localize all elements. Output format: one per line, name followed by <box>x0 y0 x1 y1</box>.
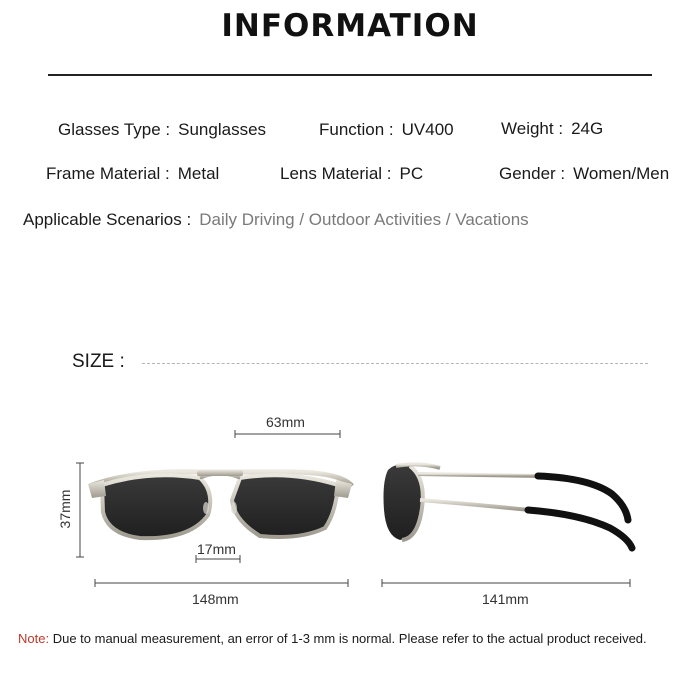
spec-label: Applicable Scenarios : <box>23 210 192 229</box>
lens-width-label: 63mm <box>266 414 305 430</box>
bridge-width-label: 17mm <box>197 541 236 557</box>
lens-width-dimension-line <box>235 430 340 438</box>
spec-label: Frame Material : <box>46 164 170 183</box>
sunglasses-front-view <box>88 470 352 538</box>
lens-height-label: 37mm <box>57 489 73 529</box>
spec-value: 24G <box>571 119 604 138</box>
sunglasses-side-view <box>384 464 633 548</box>
spec-value: PC <box>399 164 424 183</box>
lens-height-dimension-line <box>76 463 84 557</box>
spec-value: Metal <box>177 164 220 183</box>
page-title: INFORMATION <box>221 8 479 44</box>
spec-label: Weight : <box>501 119 564 138</box>
spec-value: Women/Men <box>573 164 670 183</box>
note-label: Note: <box>18 631 50 646</box>
frame-width-dimension-line <box>95 579 348 587</box>
size-label: SIZE : <box>72 351 125 372</box>
spec-label: Function : <box>319 120 394 139</box>
note-text: Due to manual measurement, an error of 1-3 mm is normal. Please refer to the actual product received. <box>52 631 647 646</box>
spec-label: Gender : <box>499 164 566 183</box>
spec-value: Daily Driving / Outdoor Activities / Vacations <box>199 210 529 229</box>
spec-value: Sunglasses <box>178 120 267 139</box>
measurement-note <box>18 631 647 646</box>
temple-length-dimension-line <box>382 579 630 587</box>
temple-length-label: 141mm <box>482 591 529 607</box>
spec-label: Lens Material : <box>280 164 392 183</box>
spec-value: UV400 <box>401 120 454 139</box>
spec-label: Glasses Type : <box>58 120 171 139</box>
frame-width-label: 148mm <box>192 591 239 607</box>
